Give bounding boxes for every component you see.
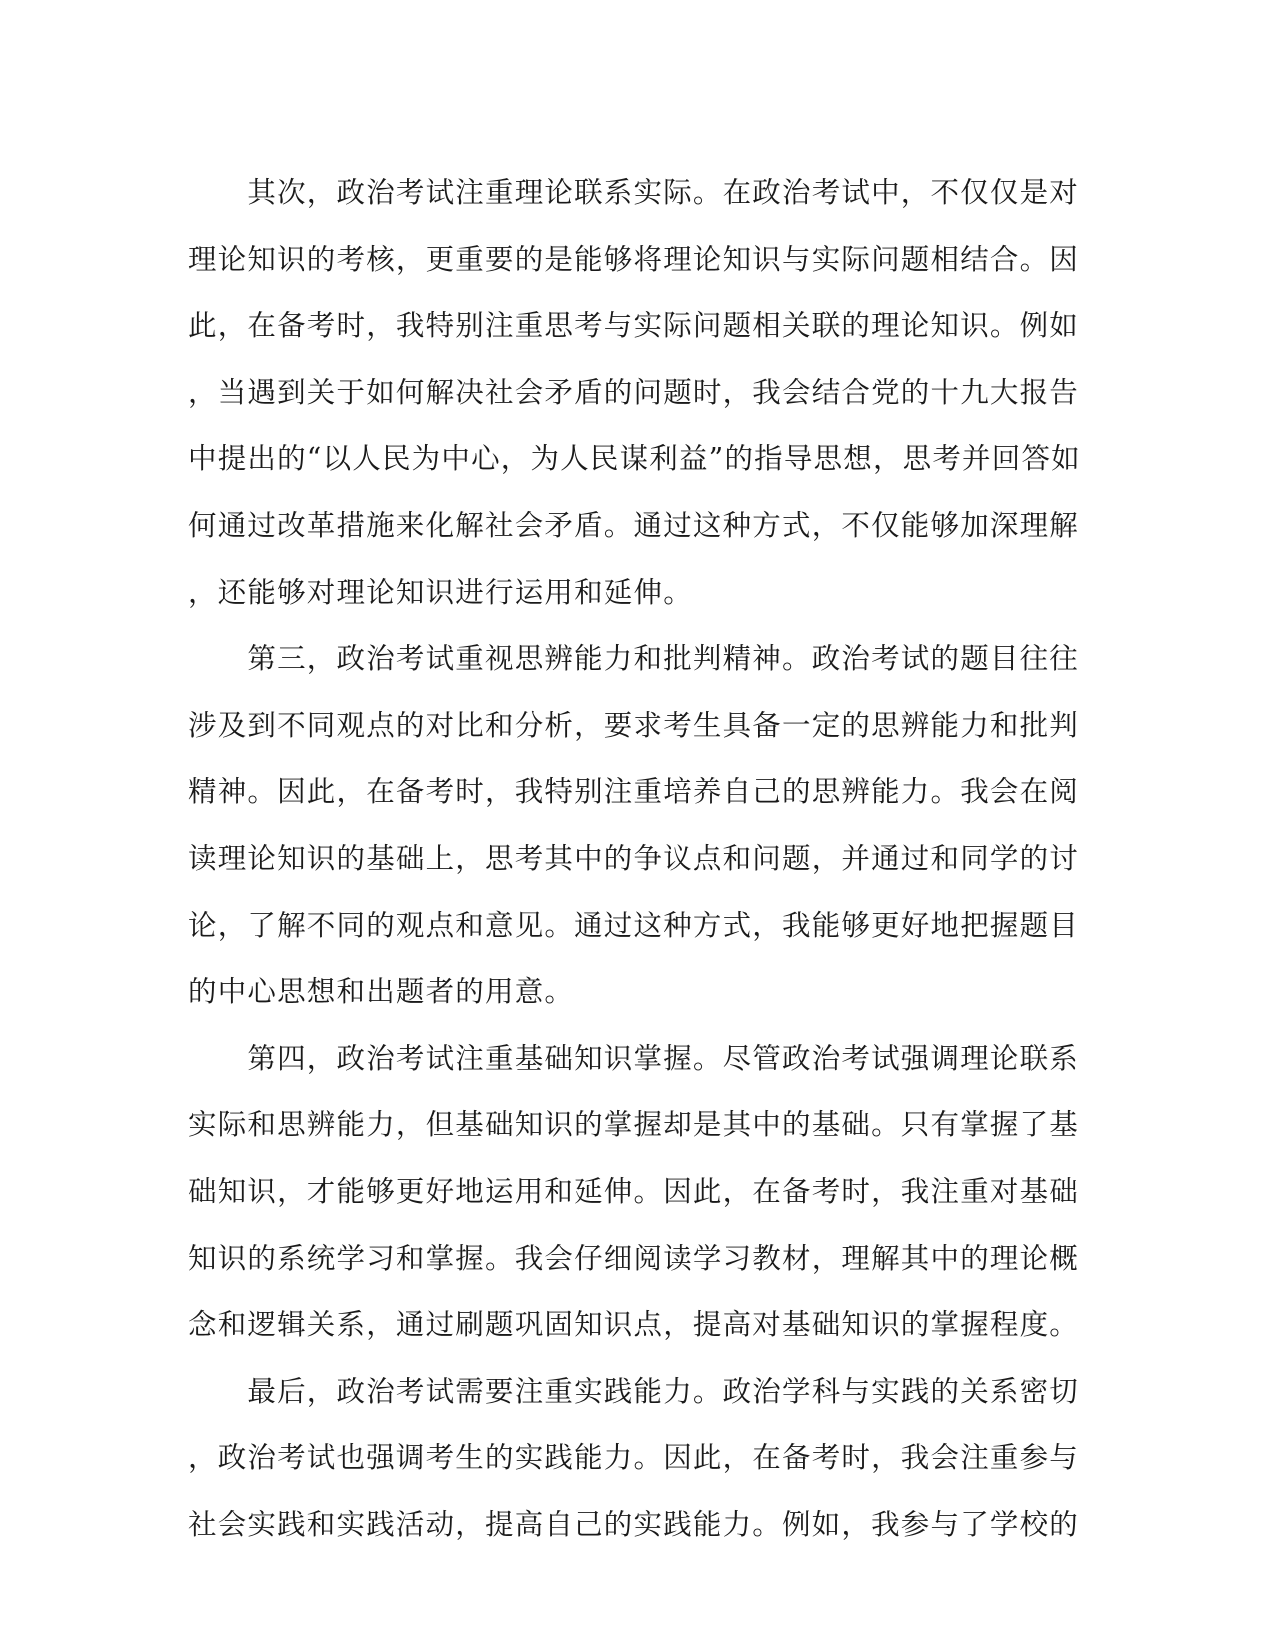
text-line: 其次，政治考试注重理论联系实际。在政治考试中，不仅仅是对 (188, 176, 1080, 209)
text-line: 第四，政治考试注重基础知识掌握。尽管政治考试强调理论联系 (188, 1041, 1080, 1075)
text-line: ，政治考试也强调考生的实践能力。因此，在备考时，我会注重参与 (188, 1441, 1080, 1475)
text-line: 的中心思想和出题者的用意。 (188, 975, 575, 1009)
body-text (188, 160, 1081, 1558)
text-line: ，还能够对理论知识进行运用和延伸。 (188, 575, 693, 609)
text-line: 实际和思辨能力，但基础知识的掌握却是其中的基础。只有掌握了基 (188, 1108, 1080, 1142)
text-line: 础知识，才能够更好地运用和延伸。因此，在备考时，我注重对基础 (188, 1174, 1080, 1208)
text-line: 精神。因此，在备考时，我特别注重培养自己的思辨能力。我会在阅 (188, 775, 1080, 809)
text-line: 社会实践和实践活动，提高自己的实践能力。例如，我参与了学校的 (188, 1507, 1080, 1541)
text-line: 理论知识的考核，更重要的是能够将理论知识与实际问题相结合。因 (188, 242, 1080, 276)
paragraph-1 (188, 160, 1081, 626)
text-line: 何通过改革措施来化解社会矛盾。通过这种方式，不仅能够加深理解 (188, 508, 1080, 542)
paragraph-3 (188, 1026, 1080, 1359)
text-line: ，当遇到关于如何解决社会矛盾的问题时，我会结合党的十九大报告 (188, 375, 1080, 409)
text-line: 最后，政治考试需要注重实践能力。政治学科与实践的关系密切 (188, 1374, 1080, 1408)
text-line: 读理论知识的基础上，思考其中的争议点和问题，并通过和同学的讨 (188, 841, 1080, 875)
text-line: 此，在备考时，我特别注重思考与实际问题相关联的理论知识。例如 (188, 309, 1080, 343)
text-line: 论，了解不同的观点和意见。通过这种方式，我能够更好地把握题目 (188, 908, 1080, 942)
text-line: 中提出的“以人民为中心，为人民谋利益”的指导思想，思考并回答如 (188, 442, 1081, 476)
text-line: 念和逻辑关系，通过刷题巩固知识点，提高对基础知识的掌握程度。 (188, 1308, 1080, 1342)
text-line: 涉及到不同观点的对比和分析，要求考生具备一定的思辨能力和批判 (188, 708, 1080, 742)
text-line: 第三，政治考试重视思辨能力和批判精神。政治考试的题目往往 (188, 642, 1080, 676)
paragraph-2 (188, 626, 1080, 1026)
paragraph-4 (188, 1359, 1080, 1559)
text-line: 知识的系统学习和掌握。我会仔细阅读学习教材，理解其中的理论概 (188, 1241, 1080, 1275)
